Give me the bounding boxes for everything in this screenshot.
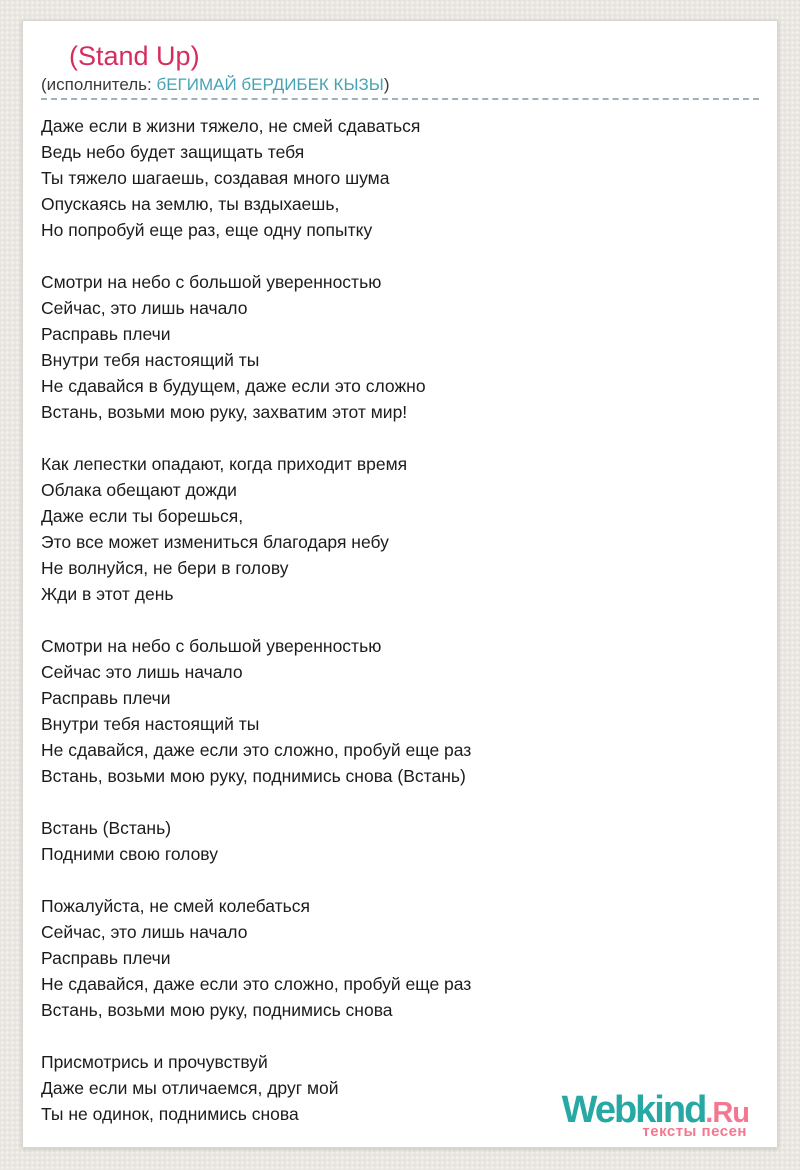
verse — [41, 633, 759, 789]
lyric-line: Сейчас это лишь начало — [41, 662, 243, 682]
lyric-line: Присмотрись и прочувствуй — [41, 1052, 268, 1072]
lyric-line: Сейчас, это лишь начало — [41, 298, 248, 318]
lyric-line: Не сдавайся в будущем, даже если это сложно — [41, 376, 426, 396]
lyric-line: Даже если мы отличаемся, друг мой — [41, 1078, 339, 1098]
lyric-line: Даже если ты борешься, — [41, 506, 244, 526]
artist-suffix: ) — [383, 75, 390, 94]
lyric-line: Расправь плечи — [41, 688, 171, 708]
lyric-line: Смотри на небо с большой уверенностью — [41, 272, 382, 292]
webkind-logo-main: Webkind — [561, 1089, 706, 1131]
lyric-line: Как лепестки опадают, когда приходит время — [41, 454, 408, 474]
lyric-line: Это все может измениться благодаря небу — [41, 532, 389, 552]
lyric-line: Опускаясь на землю, ты вздыхаешь, — [41, 194, 340, 214]
lyric-line: Жди в этот день — [41, 584, 174, 604]
lyric-line: Встань, возьми мою руку, поднимись снова (Встань) — [41, 766, 466, 786]
lyric-line: Даже если в жизни тяжело, не смей сдаваться — [41, 116, 421, 136]
header — [23, 21, 777, 100]
lyric-line: Расправь плечи — [41, 948, 171, 968]
lyric-line: Встань, возьми мою руку, поднимись снова — [41, 1000, 393, 1020]
lyric-line: Внутри тебя настоящий ты — [41, 714, 260, 734]
artist-link[interactable]: бЕГИМАЙ бЕРДИБЕК КЫЗЫ — [156, 75, 384, 94]
lyric-line: Не сдавайся, даже если это сложно, пробуй еще раз — [41, 974, 472, 994]
lyric-line: Ты тяжело шагаешь, создавая много шума — [41, 168, 390, 188]
lyric-line: Ведь небо будет защищать тебя — [41, 142, 305, 162]
artist-label: (исполнитель: — [41, 75, 157, 94]
verse — [41, 451, 759, 607]
verse — [41, 815, 759, 867]
lyric-line: Внутри тебя настоящий ты — [41, 350, 260, 370]
verse — [41, 113, 759, 243]
song-title: (Stand Up) — [69, 41, 200, 71]
lyric-line: Не сдавайся, даже если это сложно, пробуй еще раз — [41, 740, 472, 760]
webkind-logo[interactable] — [562, 1091, 749, 1139]
lyrics — [23, 100, 777, 1127]
lyrics-card — [22, 20, 778, 1148]
verse — [41, 269, 759, 425]
lyric-line: Подними свою голову — [41, 844, 218, 864]
lyric-line: Не волнуйся, не бери в голову — [41, 558, 289, 578]
lyric-line: Пожалуйста, не смей колебаться — [41, 896, 311, 916]
webkind-logo-tld: .Ru — [705, 1097, 749, 1129]
lyric-line: Сейчас, это лишь начало — [41, 922, 248, 942]
lyric-line: Но попробуй еще раз, еще одну попытку — [41, 220, 373, 240]
lyric-line: Облака обещают дожди — [41, 480, 237, 500]
lyric-line: Расправь плечи — [41, 324, 171, 344]
lyric-line: Ты не одинок, поднимись снова — [41, 1104, 299, 1124]
webkind-logo-tagline: тексты песен — [642, 1123, 747, 1140]
verse — [41, 893, 759, 1023]
lyric-line: Смотри на небо с большой уверенностью — [41, 636, 382, 656]
artist-line — [41, 74, 759, 95]
lyric-line: Встань (Встань) — [41, 818, 172, 838]
lyric-line: Встань, возьми мою руку, захватим этот мир! — [41, 402, 408, 422]
